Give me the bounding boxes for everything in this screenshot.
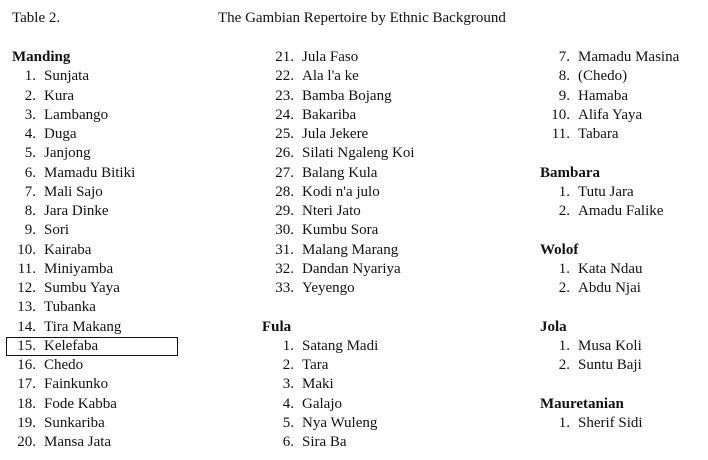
list-item	[540, 183, 708, 202]
repertoire-column-3	[540, 48, 708, 433]
item-name: Malang Marang	[302, 241, 399, 258]
list-item	[262, 395, 522, 414]
list-item	[262, 183, 522, 202]
item-name: Satang Madi	[302, 337, 379, 354]
item-name: Sunjata	[44, 68, 89, 85]
item-name: Mamadu Masina	[578, 49, 680, 65]
list-item-highlighted	[12, 337, 242, 356]
list-item	[12, 164, 242, 183]
list-item	[12, 183, 242, 202]
item-name: Tubanka	[44, 299, 96, 316]
list-item	[12, 87, 242, 106]
item-name: Kelefaba	[44, 337, 99, 354]
list-item	[12, 125, 242, 144]
list-item	[262, 356, 522, 375]
list-item	[262, 221, 522, 240]
table-title: The Gambian Repertoire by Ethnic Background	[218, 10, 506, 26]
item-number: 2.	[282, 357, 294, 373]
item-name: Fode Kabba	[44, 395, 117, 412]
item-number: 11.	[551, 126, 570, 142]
item-name: Abdu Njai	[578, 280, 641, 296]
list-item	[262, 67, 522, 86]
item-number: 25.	[275, 126, 294, 142]
list-item	[12, 318, 242, 337]
list-item	[262, 164, 522, 183]
group-heading-fula: Fula	[262, 318, 292, 335]
item-name: Hamaba	[578, 87, 628, 104]
item-number: 1.	[558, 414, 570, 431]
item-name: Nteri Jato	[302, 203, 361, 219]
item-name: Kura	[44, 87, 74, 104]
item-number: 19.	[17, 414, 36, 431]
item-number: 9.	[24, 222, 36, 239]
item-number: 33.	[275, 280, 294, 296]
item-name: Sunkariba	[44, 414, 105, 431]
list-item	[540, 414, 708, 433]
item-number: 10.	[551, 106, 570, 123]
list-item	[262, 87, 522, 106]
item-name: Sori	[44, 222, 70, 239]
list-item	[262, 337, 522, 356]
item-number: 1.	[558, 260, 570, 277]
item-number: 27.	[275, 164, 294, 181]
list-item	[540, 356, 708, 375]
item-number: 5.	[282, 414, 294, 431]
item-name: Yeyengo	[302, 280, 355, 296]
item-number: 7.	[558, 49, 570, 65]
item-number: 2.	[558, 280, 570, 296]
item-number: 2.	[558, 357, 570, 373]
item-name: Silati Ngaleng Koi	[302, 145, 415, 162]
group-heading-mauretanian: Mauretanian	[540, 395, 624, 412]
table-label: Table 2.	[12, 10, 61, 26]
item-number: 15.	[17, 337, 36, 354]
list-item	[12, 260, 242, 279]
list-item	[540, 260, 708, 279]
item-name: Amadu Falike	[578, 203, 664, 219]
item-number: 18.	[17, 395, 36, 412]
group-spacer	[540, 298, 708, 317]
item-number: 32.	[275, 260, 294, 277]
item-number: 1.	[282, 337, 294, 354]
item-name: Maki	[302, 376, 334, 393]
group-spacer	[540, 221, 708, 240]
list-item	[540, 279, 708, 298]
list-item	[262, 48, 522, 67]
list-item	[12, 375, 242, 394]
item-name: Tabara	[578, 126, 619, 142]
list-item	[262, 260, 522, 279]
item-name: Balang Kula	[302, 164, 378, 181]
item-name: Sumbu Yaya	[44, 280, 120, 296]
item-name: Tutu Jara	[578, 183, 634, 200]
item-number: 31.	[275, 241, 294, 258]
list-item	[262, 106, 522, 125]
item-name: Tara	[302, 357, 329, 373]
item-name: Kodi n'a julo	[302, 183, 380, 200]
item-name: Ala l'a ke	[302, 68, 359, 85]
list-item	[12, 279, 242, 298]
list-item	[12, 414, 242, 433]
item-number: 14.	[17, 318, 36, 335]
list-item	[540, 87, 708, 106]
item-name: Mali Sajo	[44, 183, 103, 200]
item-number: 2.	[558, 203, 570, 219]
list-item	[540, 67, 708, 86]
item-number: 3.	[282, 376, 294, 393]
item-name: Alifa Yaya	[578, 106, 643, 123]
item-number: 16.	[17, 357, 36, 373]
item-number: 12.	[17, 280, 36, 296]
item-name: Bamba Bojang	[302, 87, 392, 104]
item-name: Kairaba	[44, 241, 92, 258]
item-number: 13.	[17, 299, 36, 316]
item-number: 28.	[275, 183, 294, 200]
item-name: Tira Makang	[44, 318, 122, 335]
item-number: 24.	[275, 106, 294, 123]
item-number: 5.	[24, 145, 36, 162]
group-heading-wolof: Wolof	[540, 241, 579, 258]
list-item	[540, 202, 708, 221]
item-number: 4.	[282, 395, 294, 412]
list-item	[12, 221, 242, 240]
list-item	[262, 125, 522, 144]
item-number: 2.	[24, 87, 36, 104]
item-number: 6.	[24, 164, 36, 181]
list-item	[12, 298, 242, 317]
highlight-box	[6, 337, 178, 356]
item-name: Lambango	[44, 106, 109, 123]
list-item	[262, 414, 522, 433]
item-number: 8.	[558, 68, 570, 85]
item-name: (Chedo)	[578, 68, 628, 85]
item-number: 11.	[17, 260, 36, 277]
group-heading-manding: Manding	[12, 49, 71, 65]
item-name: Dandan Nyariya	[302, 260, 401, 277]
repertoire-column-2	[262, 48, 522, 452]
list-item	[262, 241, 522, 260]
item-number: 6.	[282, 434, 294, 450]
list-item	[540, 48, 708, 67]
item-name: Chedo	[44, 357, 84, 373]
list-item	[12, 241, 242, 260]
item-name: Mamadu Bitiki	[44, 164, 136, 181]
list-item	[12, 144, 242, 163]
item-number: 4.	[24, 126, 36, 142]
item-number: 9.	[558, 87, 570, 104]
item-number: 7.	[24, 183, 36, 200]
list-item	[262, 202, 522, 221]
list-item	[540, 337, 708, 356]
item-name: Janjong	[44, 145, 91, 162]
list-item	[12, 356, 242, 375]
repertoire-column-1	[12, 48, 242, 452]
list-item	[540, 125, 708, 144]
list-item	[12, 202, 242, 221]
list-item	[262, 279, 522, 298]
group-spacer	[540, 375, 708, 394]
item-number: 1.	[558, 337, 570, 354]
item-name: Duga	[44, 126, 77, 142]
item-name: Sherif Sidi	[578, 414, 643, 431]
item-name: Musa Koli	[578, 337, 642, 354]
item-name: Jula Jekere	[302, 126, 369, 142]
group-heading-jola: Jola	[540, 318, 567, 335]
list-item	[12, 433, 242, 452]
list-item	[262, 375, 522, 394]
item-name: Suntu Baji	[578, 357, 642, 373]
group-spacer	[262, 298, 522, 317]
item-number: 1.	[558, 183, 570, 200]
item-name: Jara Dinke	[44, 203, 109, 219]
item-name: Kata Ndau	[578, 260, 643, 277]
item-name: Mansa Jata	[44, 434, 112, 450]
item-number: 21.	[275, 49, 294, 65]
item-number: 29.	[275, 203, 294, 219]
item-name: Nya Wuleng	[302, 414, 378, 431]
item-number: 8.	[24, 203, 36, 219]
item-number: 20.	[17, 434, 36, 450]
item-name: Bakariba	[302, 106, 357, 123]
item-name: Fainkunko	[44, 376, 109, 393]
list-item	[12, 395, 242, 414]
item-number: 26.	[275, 145, 294, 162]
item-number: 23.	[275, 87, 294, 104]
item-number: 17.	[17, 376, 36, 393]
item-name: Kumbu Sora	[302, 222, 379, 239]
item-number: 3.	[24, 106, 36, 123]
group-heading-bambara: Bambara	[540, 164, 600, 181]
item-name: Miniyamba	[44, 260, 114, 277]
list-item	[12, 67, 242, 86]
list-item	[12, 106, 242, 125]
item-number: 30.	[275, 222, 294, 239]
item-name: Sira Ba	[302, 434, 347, 450]
item-number: 1.	[24, 68, 36, 85]
item-name: Galajo	[302, 395, 342, 412]
list-item	[262, 433, 522, 452]
list-item	[540, 106, 708, 125]
item-number: 10.	[17, 241, 36, 258]
item-name: Jula Faso	[302, 49, 359, 65]
group-spacer	[540, 144, 708, 163]
item-number: 22.	[275, 68, 294, 85]
list-item	[262, 144, 522, 163]
